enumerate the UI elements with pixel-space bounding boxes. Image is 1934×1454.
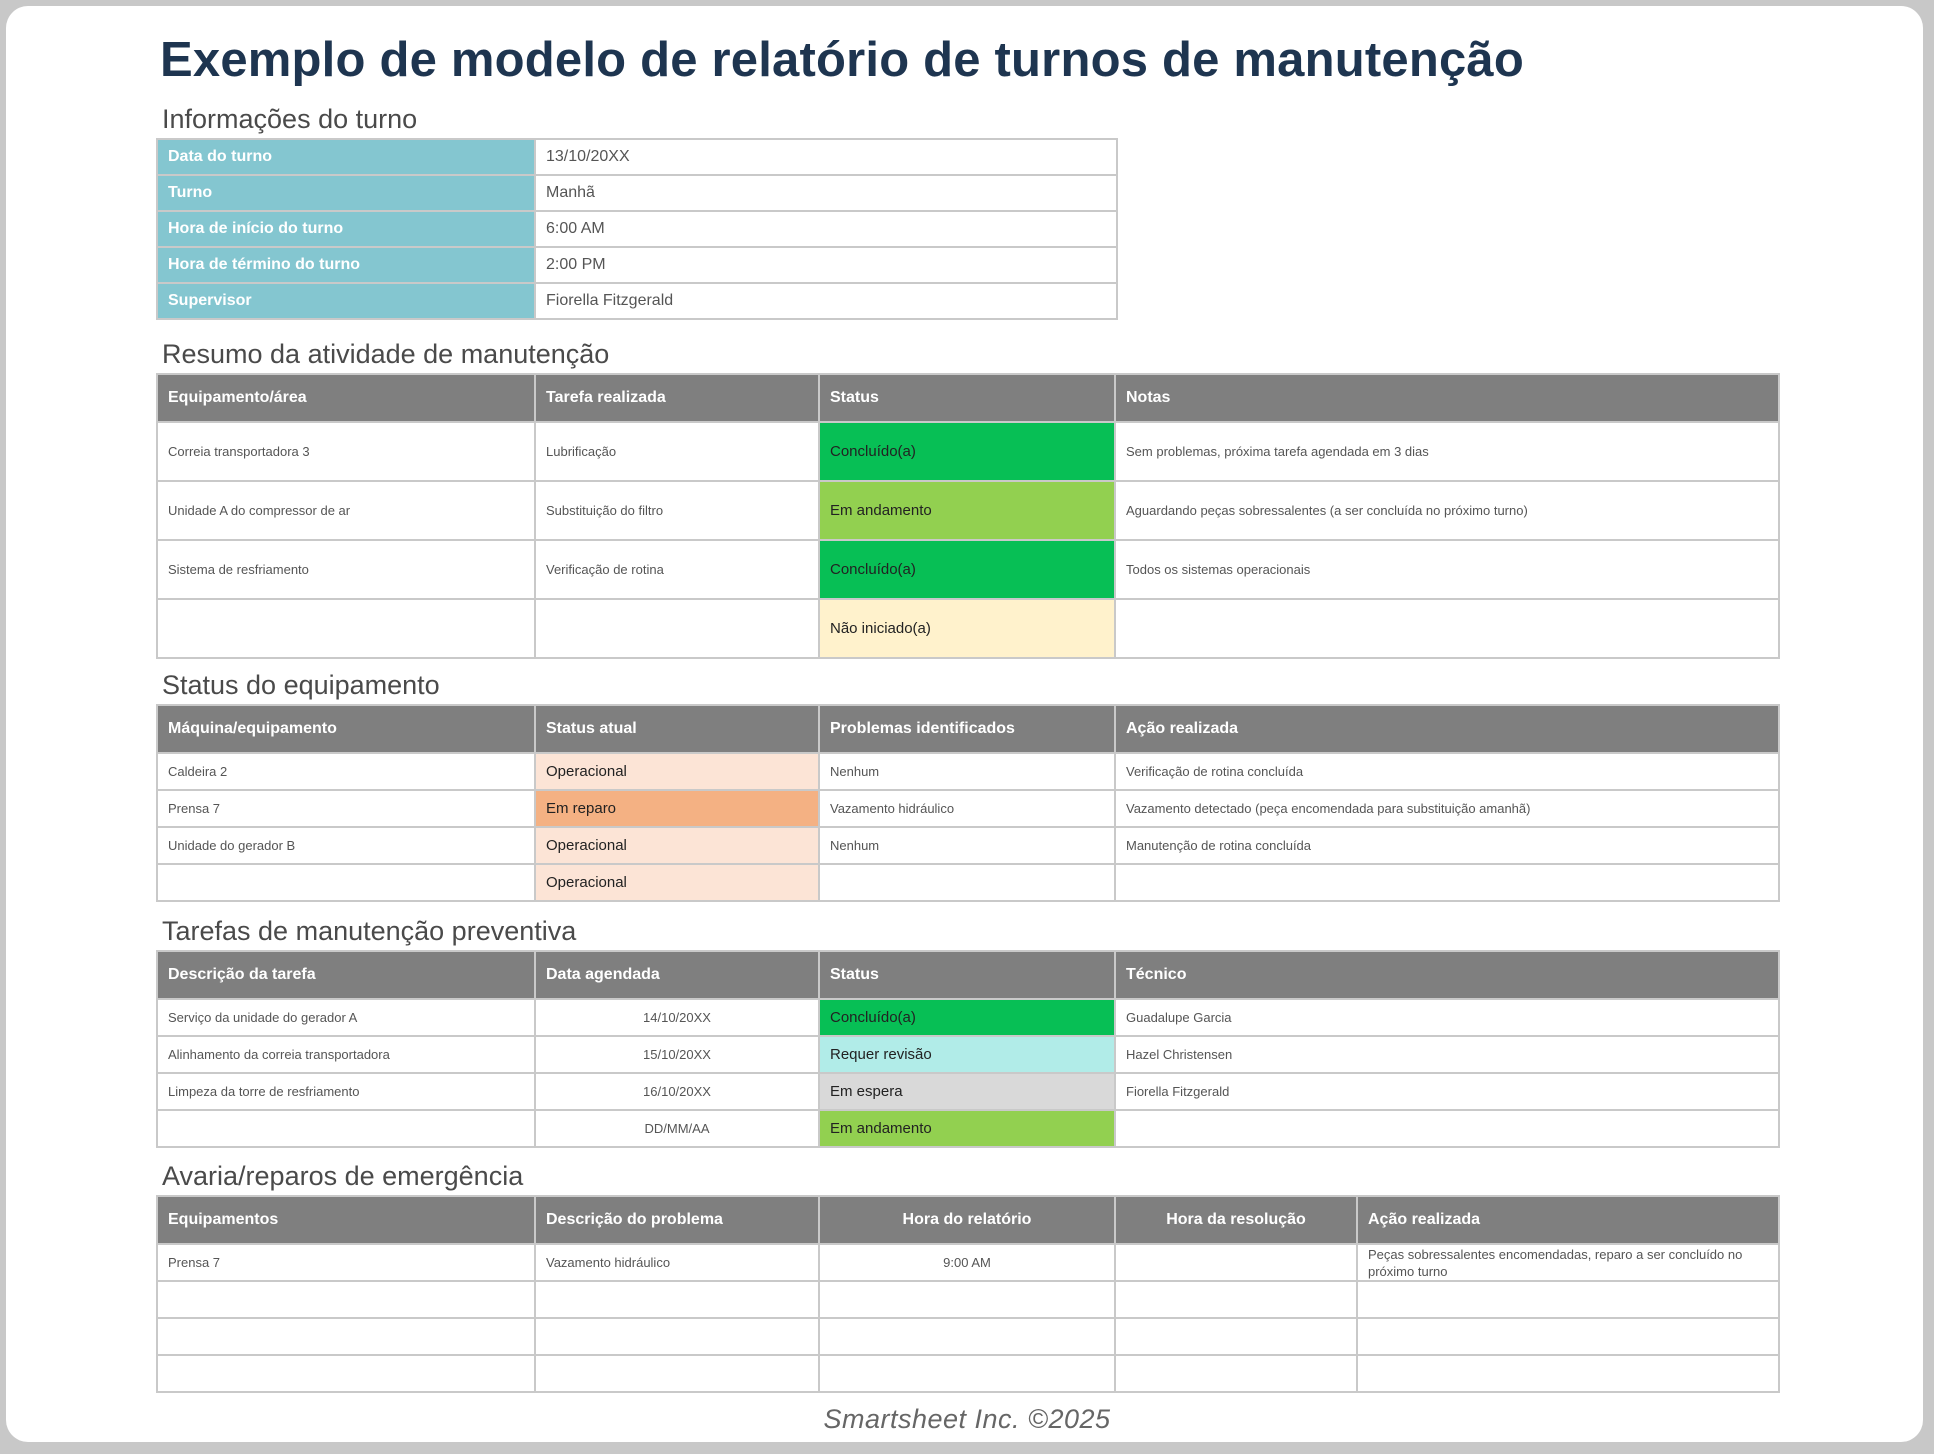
status-cell[interactable]: Concluído(a) xyxy=(819,540,1115,599)
action-cell[interactable]: Verificação de rotina concluída xyxy=(1115,753,1779,790)
table-header-row xyxy=(157,374,1779,422)
machine-cell[interactable]: Caldeira 2 xyxy=(157,753,535,790)
table-row xyxy=(157,1036,1779,1073)
task-cell[interactable]: Limpeza da torre de resfriamento xyxy=(157,1073,535,1110)
equipment-status-heading: Status do equipamento xyxy=(162,670,440,700)
shift-start-value[interactable]: 6:00 AM xyxy=(535,211,1117,247)
notes-cell[interactable]: Aguardando peças sobressalentes (a ser concluída no próximo turno) xyxy=(1115,481,1779,540)
column-header: Descrição do problema xyxy=(535,1196,819,1244)
activity-heading: Resumo da atividade de manutenção xyxy=(162,339,610,369)
action-cell[interactable] xyxy=(1357,1281,1779,1318)
resolution-time-cell[interactable] xyxy=(1115,1244,1357,1281)
table-row xyxy=(157,422,1779,481)
task-cell[interactable]: Serviço da unidade do gerador A xyxy=(157,999,535,1036)
report-time-cell[interactable] xyxy=(819,1318,1115,1355)
column-header: Equipamentos xyxy=(157,1196,535,1244)
equipment-cell[interactable] xyxy=(157,599,535,658)
status-cell[interactable]: Em reparo xyxy=(535,790,819,827)
preventive-table xyxy=(156,950,1780,1148)
report-sheet xyxy=(6,6,1923,1442)
table-header-row xyxy=(157,951,1779,999)
equipment-cell[interactable] xyxy=(157,1318,535,1355)
table-row xyxy=(157,1110,1779,1147)
notes-cell[interactable]: Sem problemas, próxima tarefa agendada em 3 dias xyxy=(1115,422,1779,481)
action-cell[interactable] xyxy=(1357,1355,1779,1392)
preventive-heading: Tarefas de manutenção preventiva xyxy=(162,916,577,946)
tech-cell[interactable]: Hazel Christensen xyxy=(1115,1036,1779,1073)
status-cell[interactable]: Em andamento xyxy=(819,481,1115,540)
table-header-row xyxy=(157,705,1779,753)
table-row xyxy=(157,540,1779,599)
table-row xyxy=(157,247,1117,283)
equipment-cell[interactable]: Unidade A do compressor de ar xyxy=(157,481,535,540)
equipment-cell[interactable] xyxy=(157,1281,535,1318)
date-cell[interactable]: 15/10/20XX xyxy=(535,1036,819,1073)
task-cell[interactable] xyxy=(157,1110,535,1147)
column-header: Descrição da tarefa xyxy=(157,951,535,999)
column-header: Tarefa realizada xyxy=(535,374,819,422)
status-cell[interactable]: Não iniciado(a) xyxy=(819,599,1115,658)
problem-cell[interactable] xyxy=(535,1281,819,1318)
table-row xyxy=(157,175,1117,211)
emergency-heading: Avaria/reparos de emergência xyxy=(162,1161,524,1191)
action-cell[interactable]: Vazamento detectado (peça encomendada para substituição amanhã) xyxy=(1115,790,1779,827)
table-row xyxy=(157,1318,1779,1355)
activity-table xyxy=(156,373,1780,659)
column-header: Status xyxy=(819,951,1115,999)
problem-cell[interactable] xyxy=(535,1318,819,1355)
shift-end-value[interactable]: 2:00 PM xyxy=(535,247,1117,283)
supervisor-value[interactable]: Fiorella Fitzgerald xyxy=(535,283,1117,319)
column-header: Notas xyxy=(1115,374,1779,422)
column-header: Equipamento/área xyxy=(157,374,535,422)
table-row xyxy=(157,753,1779,790)
table-header-row xyxy=(157,1196,1779,1244)
status-cell[interactable]: Concluído(a) xyxy=(819,999,1115,1036)
issues-cell[interactable]: Vazamento hidráulico xyxy=(819,790,1115,827)
equipment-cell[interactable] xyxy=(157,1355,535,1392)
machine-cell[interactable] xyxy=(157,864,535,901)
report-time-cell[interactable] xyxy=(819,1281,1115,1318)
supervisor-label: Supervisor xyxy=(157,283,535,319)
column-header: Status atual xyxy=(535,705,819,753)
report-time-cell[interactable] xyxy=(819,1355,1115,1392)
status-cell[interactable]: Em andamento xyxy=(819,1110,1115,1147)
machine-cell[interactable]: Prensa 7 xyxy=(157,790,535,827)
task-cell[interactable]: Alinhamento da correia transportadora xyxy=(157,1036,535,1073)
table-row xyxy=(157,283,1117,319)
equipment-cell[interactable]: Sistema de resfriamento xyxy=(157,540,535,599)
task-cell[interactable]: Verificação de rotina xyxy=(535,540,819,599)
shift-start-label: Hora de início do turno xyxy=(157,211,535,247)
problem-cell[interactable]: Vazamento hidráulico xyxy=(535,1244,819,1281)
issues-cell[interactable]: Nenhum xyxy=(819,753,1115,790)
status-cell[interactable]: Operacional xyxy=(535,753,819,790)
task-cell[interactable] xyxy=(535,599,819,658)
column-header: Data agendada xyxy=(535,951,819,999)
table-row xyxy=(157,599,1779,658)
column-header: Status xyxy=(819,374,1115,422)
column-header: Técnico xyxy=(1115,951,1779,999)
shift-info-table xyxy=(156,138,1118,320)
status-cell[interactable]: Em espera xyxy=(819,1073,1115,1110)
emergency-table xyxy=(156,1195,1780,1393)
column-header: Ação realizada xyxy=(1115,705,1779,753)
action-cell[interactable] xyxy=(1357,1318,1779,1355)
table-row xyxy=(157,827,1779,864)
action-cell[interactable]: Manutenção de rotina concluída xyxy=(1115,827,1779,864)
status-cell[interactable]: Requer revisão xyxy=(819,1036,1115,1073)
tech-cell[interactable]: Fiorella Fitzgerald xyxy=(1115,1073,1779,1110)
issues-cell[interactable]: Nenhum xyxy=(819,827,1115,864)
status-cell[interactable]: Operacional xyxy=(535,827,819,864)
shift-end-label: Hora de término do turno xyxy=(157,247,535,283)
table-row xyxy=(157,1281,1779,1318)
table-row xyxy=(157,139,1117,175)
table-row xyxy=(157,1244,1779,1281)
column-header: Hora da resolução xyxy=(1115,1196,1357,1244)
resolution-time-cell[interactable] xyxy=(1115,1281,1357,1318)
resolution-time-cell[interactable] xyxy=(1115,1355,1357,1392)
table-row xyxy=(157,790,1779,827)
tech-cell[interactable]: Guadalupe Garcia xyxy=(1115,999,1779,1036)
action-cell[interactable] xyxy=(1115,864,1779,901)
table-row xyxy=(157,481,1779,540)
column-header: Ação realizada xyxy=(1357,1196,1779,1244)
equipment-cell[interactable]: Correia transportadora 3 xyxy=(157,422,535,481)
shift-label: Turno xyxy=(157,175,535,211)
table-row xyxy=(157,1355,1779,1392)
task-cell[interactable]: Lubrificação xyxy=(535,422,819,481)
footer-copyright: Smartsheet Inc. ©2025 xyxy=(823,1404,1111,1434)
table-row xyxy=(157,211,1117,247)
resolution-time-cell[interactable] xyxy=(1115,1318,1357,1355)
action-cell[interactable]: Peças sobressalentes encomendadas, reparo a ser concluído no próximo turno xyxy=(1357,1244,1779,1281)
column-header: Problemas identificados xyxy=(819,705,1115,753)
equipment-cell[interactable]: Prensa 7 xyxy=(157,1244,535,1281)
machine-cell[interactable]: Unidade do gerador B xyxy=(157,827,535,864)
table-row xyxy=(157,999,1779,1036)
shift-value[interactable]: Manhã xyxy=(535,175,1117,211)
status-cell[interactable]: Operacional xyxy=(535,864,819,901)
task-cell[interactable]: Substituição do filtro xyxy=(535,481,819,540)
shift-info-heading: Informações do turno xyxy=(162,104,418,134)
issues-cell[interactable] xyxy=(819,864,1115,901)
table-row xyxy=(157,864,1779,901)
date-cell[interactable]: 14/10/20XX xyxy=(535,999,819,1036)
notes-cell[interactable] xyxy=(1115,599,1779,658)
notes-cell[interactable]: Todos os sistemas operacionais xyxy=(1115,540,1779,599)
column-header: Máquina/equipamento xyxy=(157,705,535,753)
date-cell[interactable]: DD/MM/AA xyxy=(535,1110,819,1147)
tech-cell[interactable] xyxy=(1115,1110,1779,1147)
date-cell[interactable]: 16/10/20XX xyxy=(535,1073,819,1110)
page-title: Exemplo de modelo de relatório de turnos de manutenção xyxy=(160,33,1524,87)
status-cell[interactable]: Concluído(a) xyxy=(819,422,1115,481)
shift-date-value[interactable]: 13/10/20XX xyxy=(535,139,1117,175)
problem-cell[interactable] xyxy=(535,1355,819,1392)
shift-date-label: Data do turno xyxy=(157,139,535,175)
column-header: Hora do relatório xyxy=(819,1196,1115,1244)
table-row xyxy=(157,1073,1779,1110)
equipment-status-table xyxy=(156,704,1780,902)
report-time-cell[interactable]: 9:00 AM xyxy=(819,1244,1115,1281)
